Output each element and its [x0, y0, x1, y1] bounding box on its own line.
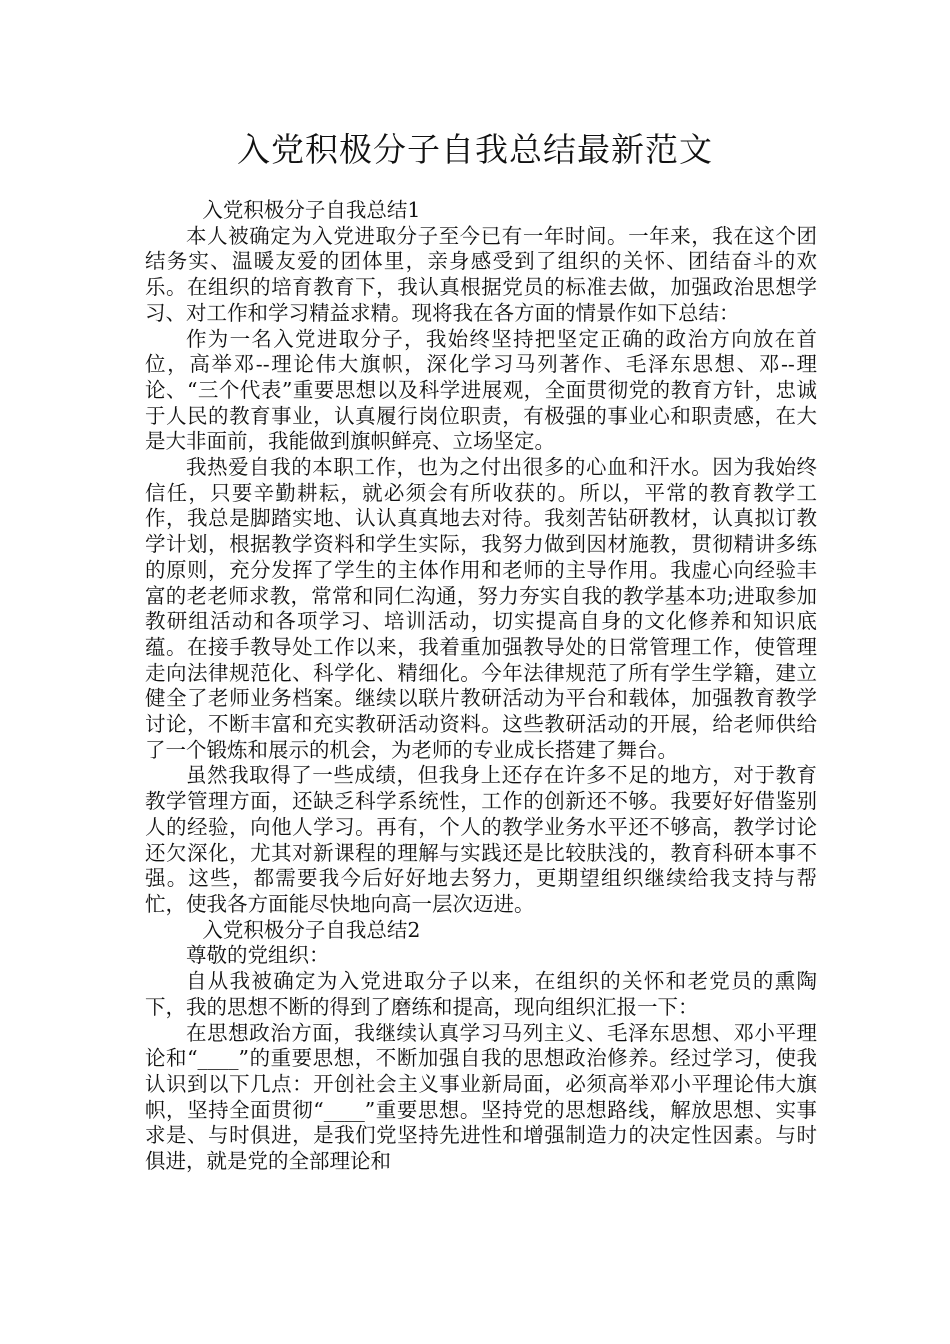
- paragraph: 我热爱自我的本职工作，也为之付出很多的心血和汗水。因为我始终信任，只要辛勤耕耘，就必须会有所收获的。所以，平常的教育教学工作，我总是脚踏实地、认认真真地去对待。我刻苦钻研教材，认真拟订教学计划，根据教学资料和学生实际，我努力做到因材施教，贯彻精讲多练的原则，充分发挥了学生的主体作用和老师的主导作用。我虚心向经验丰富的老老师求教，常常和同仁沟通，努力夯实自我的教学基本功;进取参加教研组活动和各项学习、培训活动，切实提高自身的文化修养和知识底蕴。在接手教导处工作以来，我着重加强教导处的日常管理工作，使管理走向法律规范化、科学化、精细化。今年法律规范了所有学生学籍，建立健全了老师业务档案。继续以联片教研活动为平台和载体，加强教育教学讨论，不断丰富和充实教研活动资料。这些教研活动的开展，给老师供给了一个锻炼和展示的机会，为老师的专业成长搭建了舞台。: [145, 455, 817, 762]
- salutation: 尊敬的党组织：: [186, 943, 330, 968]
- document-title: 入党积极分子自我总结最新范文: [237, 130, 713, 169]
- paragraph: 虽然我取得了一些成绩，但我身上还存在许多不足的地方，对于教育教学管理方面，还缺乏科学系统性，工作的创新还不够。我要好好借鉴别人的经验，向他人学习。再有，个人的教学业务水平还不够高，教学讨论还欠深化，尤其对新课程的理解与实践还是比较肤浅的，教育科研本事不强。这些，都需要我今后好好地去努力，更期望组织继续给我支持与帮忙，使我各方面能尽快地向高一层次迈进。: [145, 763, 817, 916]
- paragraph: 自从我被确定为入党进取分子以来，在组织的关怀和老党员的熏陶下，我的思想不断的得到了磨练和提高，现向组织汇报一下：: [145, 969, 817, 1019]
- paragraph: 本人被确定为入党进取分子至今已有一年时间。一年来，我在这个团结务实、温暖友爱的团体里，亲身感受到了组织的关怀、团结奋斗的欢乐。在组织的培育教育下，我认真根据党员的标准去做，加强政治思想学习、对工作和学习精益求精。现将我在各方面的情景作如下总结：: [145, 223, 817, 325]
- paragraph: 在思想政治方面，我继续认真学习马列主义、毛泽东思想、邓小平理论和“____”的重要思想，不断加强自我的思想政治修养。经过学习，使我认识到以下几点：开创社会主义事业新局面，必须高举邓小平理论伟大旗帜，坚持全面贯彻“____”重要思想。坚持党的思想路线，解放思想、实事求是、与时俱进，是我们党坚持先进性和增强制造力的决定性因素。与时俱进，就是党的全部理论和: [145, 1020, 817, 1174]
- paragraph: 作为一名入党进取分子，我始终坚持把坚定正确的政治方向放在首位，高举邓--理论伟大旗帜，深化学习马列著作、毛泽东思想、邓--理论、“三个代表”重要思想以及科学进展观，全面贯彻党的教育方针，忠诚于人民的教育事业，认真履行岗位职责，有极强的事业心和职责感，在大是大非面前，我能做到旗帜鲜亮、立场坚定。: [145, 326, 817, 454]
- document-body: [145, 198, 817, 1175]
- section-heading: 入党积极分子自我总结1: [202, 198, 421, 222]
- section-heading: 入党积极分子自我总结2: [202, 917, 421, 942]
